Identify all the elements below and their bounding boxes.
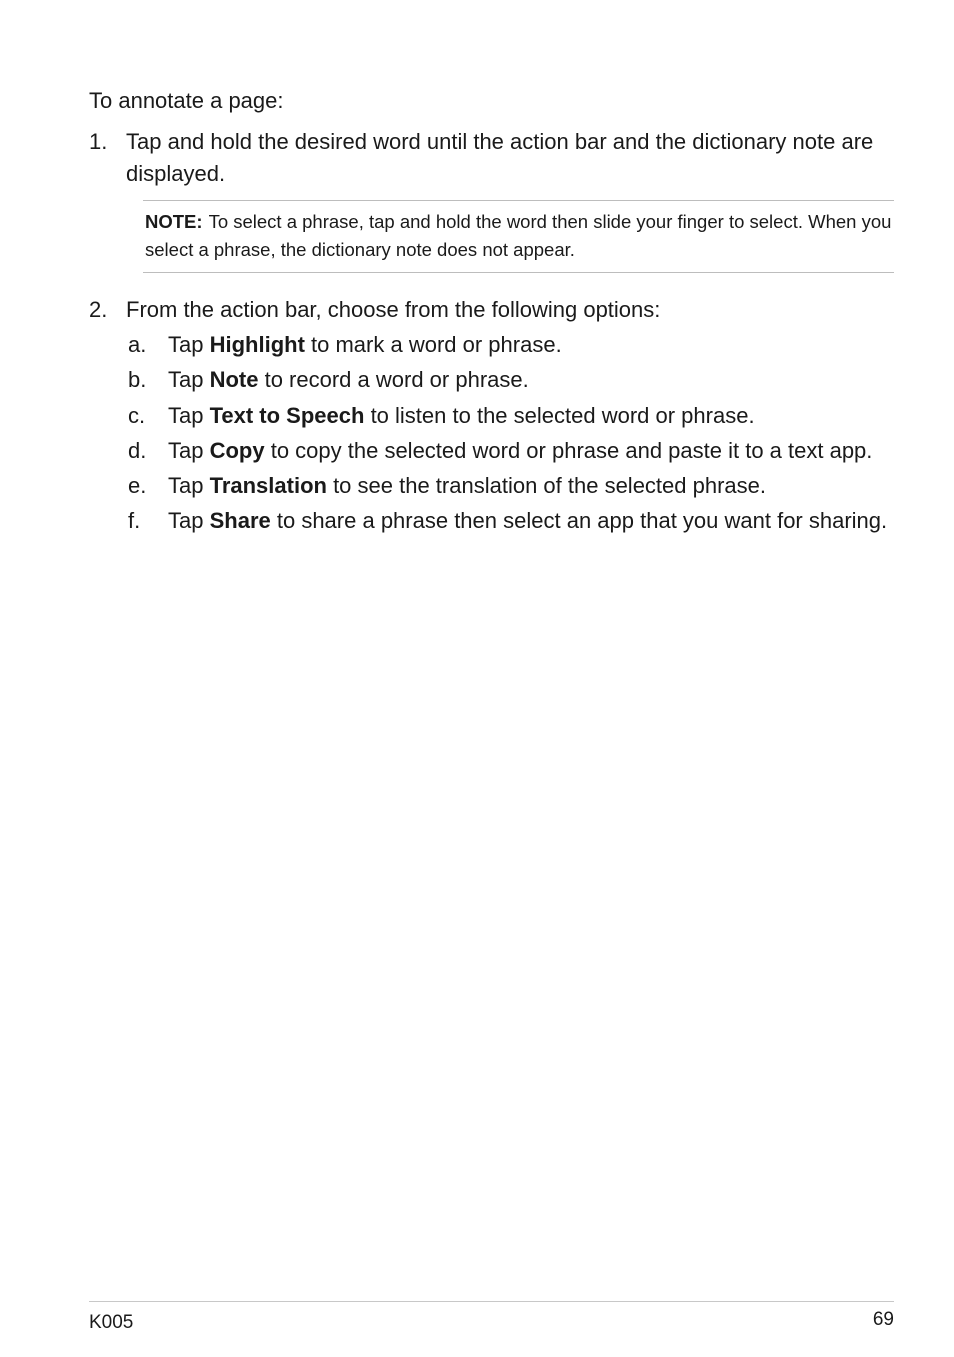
option-suffix: to share a phrase then select an app that you want for sharing. <box>270 508 888 534</box>
option-text <box>168 400 755 432</box>
option-keyword: Share <box>209 508 271 534</box>
option-letter: a. <box>128 332 147 357</box>
step-1-number: 1. <box>89 129 108 154</box>
option-suffix: to mark a word or phrase. <box>304 332 562 357</box>
option-suffix: to listen to the selected word or phrase. <box>364 402 755 428</box>
option-text <box>168 505 887 537</box>
step-2-number: 2. <box>89 297 108 322</box>
option-prefix: Tap <box>168 367 210 393</box>
step-2 <box>89 294 899 326</box>
option-keyword: Note <box>209 367 259 393</box>
step-1 <box>89 126 899 190</box>
option-suffix: to see the translation of the selected phrase. <box>326 473 767 499</box>
option-text <box>168 435 872 467</box>
option-letter: e. <box>128 473 147 499</box>
option-letter: f. <box>128 508 141 534</box>
option-suffix: to copy the selected word or phrase and paste it to a text app. <box>264 437 873 463</box>
option-keyword: Highlight <box>209 332 305 357</box>
footer-divider <box>89 1301 894 1302</box>
option-text-to-speech <box>128 400 908 435</box>
option-letter: b. <box>128 367 147 393</box>
option-keyword: Text to Speech <box>209 402 365 428</box>
note-text: To select a phrase, tap and hold the word then slide your finger to select. When you select a phrase, the dictionary note does not appear. <box>145 211 892 260</box>
option-translation <box>128 470 908 505</box>
options-list <box>128 329 908 541</box>
option-note <box>128 364 908 399</box>
option-share <box>128 505 908 540</box>
option-letter: c. <box>128 402 146 428</box>
option-keyword: Translation <box>209 473 327 499</box>
option-prefix: Tap <box>168 402 210 428</box>
option-text <box>168 470 766 502</box>
footer-model: K005 <box>89 1312 134 1333</box>
step-1-text: Tap and hold the desired word until the action bar and the dictionary note are displayed. <box>126 129 874 186</box>
option-text <box>168 329 562 361</box>
option-highlight <box>128 329 908 364</box>
intro-text: To annotate a page: <box>89 88 284 113</box>
option-suffix: to record a word or phrase. <box>258 367 529 393</box>
step-2-text: From the action bar, choose from the following options: <box>126 297 661 322</box>
note-label: NOTE: <box>145 211 203 232</box>
option-prefix: Tap <box>168 332 210 357</box>
option-prefix: Tap <box>168 508 210 534</box>
note-box <box>143 200 894 273</box>
option-letter: d. <box>128 437 147 463</box>
option-keyword: Copy <box>209 437 265 463</box>
page-number: 69 <box>872 1309 894 1330</box>
option-prefix: Tap <box>168 473 210 499</box>
option-copy <box>128 435 908 470</box>
option-text <box>168 364 529 396</box>
option-prefix: Tap <box>168 437 210 463</box>
